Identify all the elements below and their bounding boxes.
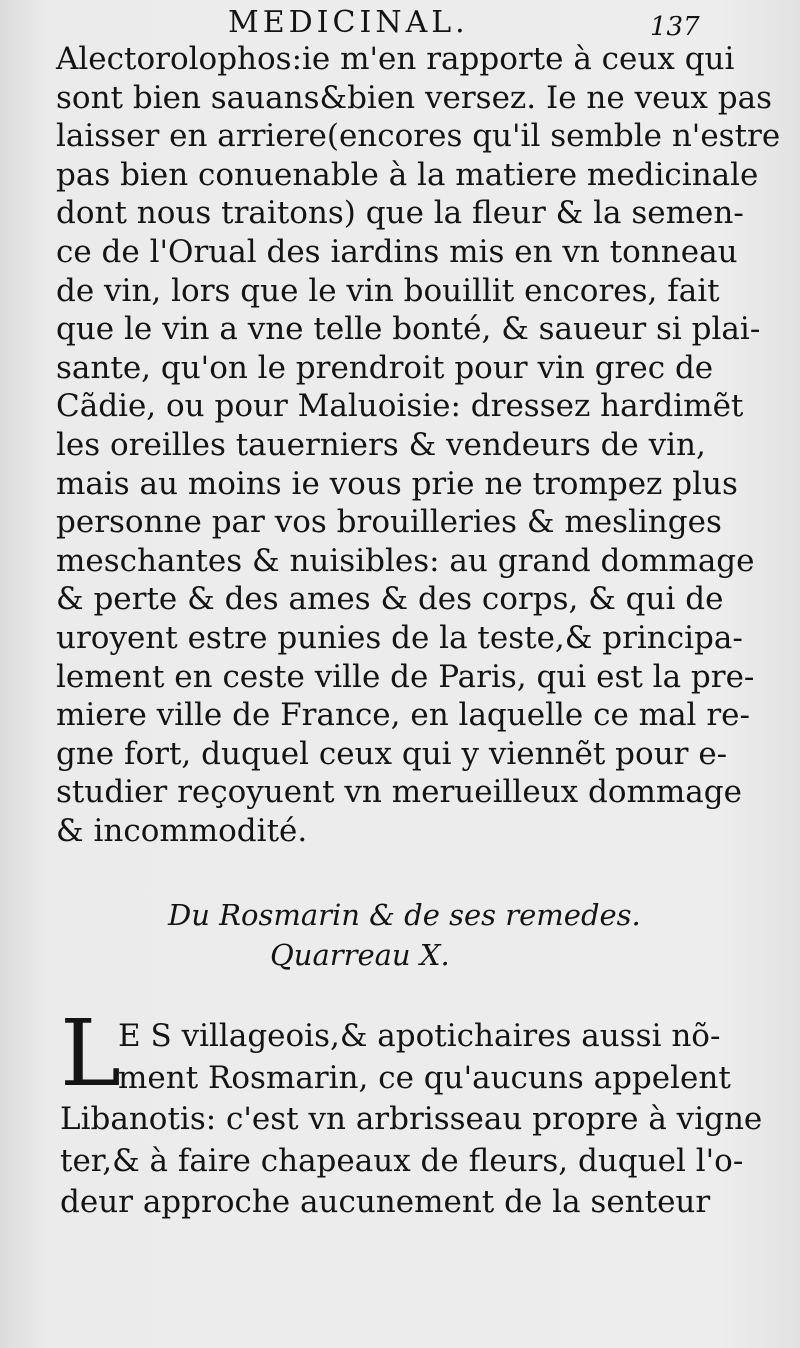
text-line: studier reçoyuent vn merueilleux dommage xyxy=(56,774,742,811)
text-line: gne fort, duquel ceux qui y viennẽt pour e- xyxy=(56,735,728,772)
text-line: laisser en arriere(encores qu'il semble n'estre xyxy=(56,118,781,155)
text-line: & incommodité. xyxy=(56,812,308,849)
text-line: que le vin a vne telle bonté, & saueur si plai- xyxy=(56,311,761,348)
text-line: sante, qu'on le prendroit pour vin grec de xyxy=(56,349,714,386)
text-line: ce de l'Orual des iardins mis en vn tonneau xyxy=(56,233,738,270)
text-line: lement en ceste ville de Paris, qui est la pre- xyxy=(56,658,755,695)
running-head: MEDICINAL. xyxy=(228,5,469,40)
text-line: & perte & des ames & des corps, & qui de xyxy=(56,581,724,618)
heading-subtitle: Quarreau X. xyxy=(270,938,450,972)
text-line: E S villageois,& apotichaires aussi nõ- xyxy=(118,1018,721,1054)
heading-title: Du Rosmarin & de ses remedes. xyxy=(168,898,641,932)
text-line: sont bien sauans&bien versez. Ie ne veux pas xyxy=(56,79,772,116)
text-line: Cãdie, ou pour Maluoisie: dressez hardimẽt xyxy=(56,388,744,425)
text-line: ment Rosmarin, ce qu'aucuns appelent xyxy=(118,1059,731,1096)
text-line: ter,& à faire chapeaux de fleurs, duquel l'o- xyxy=(60,1142,744,1179)
text-line: uroyent estre punies de la teste,& principa- xyxy=(56,619,743,656)
page-header xyxy=(0,6,800,40)
text-line: meschantes & nuisibles: au grand dommage xyxy=(56,542,755,579)
paragraph-1 xyxy=(56,40,781,850)
text-line: dont nous traitons) que la fleur & la semen- xyxy=(56,195,744,232)
drop-cap: L xyxy=(60,1000,122,1107)
text-line: les oreilles tauerniers & vendeurs de vin, xyxy=(56,426,706,463)
text-line: deur approche aucunement de la senteur xyxy=(60,1184,711,1220)
text-line: personne par vos brouilleries & meslinges xyxy=(56,504,722,541)
text-line: miere ville de France, en laquelle ce mal re- xyxy=(56,697,750,734)
text-line: Alectorolophos:ie m'en rapporte à ceux qui xyxy=(56,41,735,77)
text-line: Libanotis: c'est vn arbrisseau propre à vigne xyxy=(60,1101,763,1137)
paragraph-2 xyxy=(60,1000,763,1224)
text-line: pas bien conuenable à la matiere medicinale xyxy=(56,156,759,193)
page-number: 137 xyxy=(650,12,700,42)
text-line: mais au moins ie vous prie ne trompez plus xyxy=(56,465,738,502)
text-line: de vin, lors que le vin bouillit encores, fait xyxy=(56,272,720,309)
